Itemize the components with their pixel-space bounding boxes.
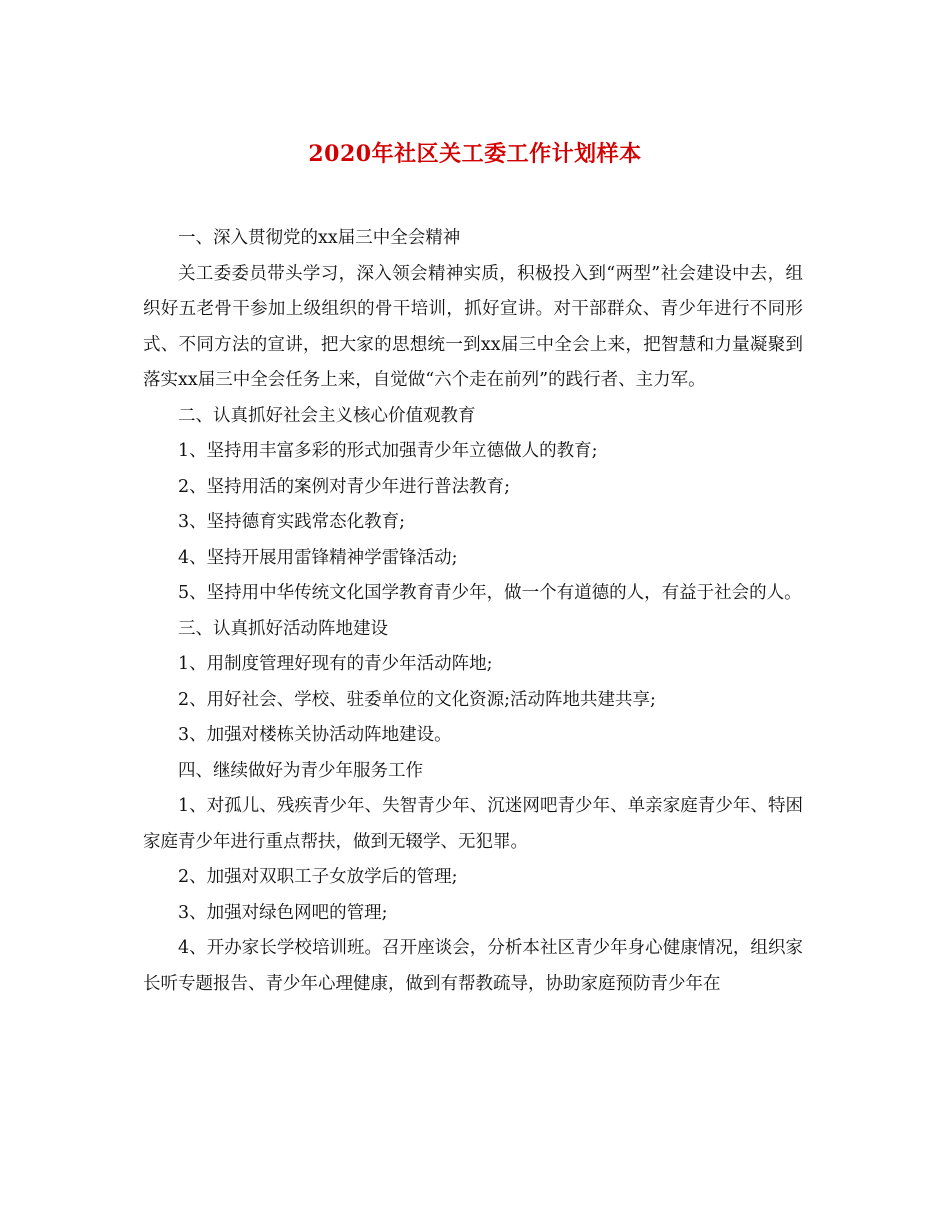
list-item-3-2: 2、用好社会、学校、驻委单位的文化资源;活动阵地共建共享; xyxy=(178,689,656,710)
section-heading-3: 三、认真抓好活动阵地建设 xyxy=(178,618,388,639)
list-item-4-4: 4、开办家长学校培训班。召开座谈会，分析本社区青少年身心健康情况，组织家长听专题报告、青少年心理健康，做到有帮教疏导，协助家庭预防青少年在 xyxy=(143,938,803,994)
list-item-2-2: 2、坚持用活的案例对青少年进行普法教育; xyxy=(178,476,511,497)
list-item-2-3: 3、坚持德育实践常态化教育; xyxy=(178,512,406,532)
section-heading-2: 二、认真抓好社会主义核心价值观教育 xyxy=(178,405,476,426)
section-heading-4: 四、继续做好为青少年服务工作 xyxy=(178,760,423,781)
list-item-4-3: 3、加强对绿色网吧的管理; xyxy=(178,902,388,923)
list-item-4-1: 1、对孤儿、残疾青少年、失智青少年、沉迷网吧青少年、单亲家庭青少年、特困家庭青少年进行重点帮扶，做到无辍学、无犯罪。 xyxy=(143,796,803,852)
list-item-2-5: 5、坚持用中华传统文化国学教育青少年，做一个有道德的人，有益于社会的人。 xyxy=(178,583,802,603)
list-item-3-1: 1、用制度管理好现有的青少年活动阵地; xyxy=(178,654,493,674)
section-heading-1: 一、深入贯彻党的xx届三中全会精神 xyxy=(178,228,461,248)
list-item-2-4: 4、坚持开展用雷锋精神学雷锋活动; xyxy=(178,547,458,568)
paragraph-1: 关工委委员带头学习，深入领会精神实质，积极投入到“两型”社会建设中去，组织好五老骨干参加上级组织的骨干培训，抓好宣讲。对干部群众、青少年进行不同形式、不同方法的宣讲，把大家的思想统一到xx届三中全会上来，把智慧和力量凝聚到落实xx届三中全会任务上来，自觉做“六个走在前列”的践行者、主力军。 xyxy=(143,263,803,390)
list-item-3-3: 3、加强对楼栋关协活动阵地建设。 xyxy=(178,725,452,745)
list-item-2-1: 1、坚持用丰富多彩的形式加强青少年立德做人的教育; xyxy=(178,441,598,461)
document-body xyxy=(143,221,803,1002)
list-item-4-2: 2、加强对双职工子女放学后的管理; xyxy=(178,867,458,887)
document-title: 2020年社区关工委工作计划样本 xyxy=(308,141,642,167)
